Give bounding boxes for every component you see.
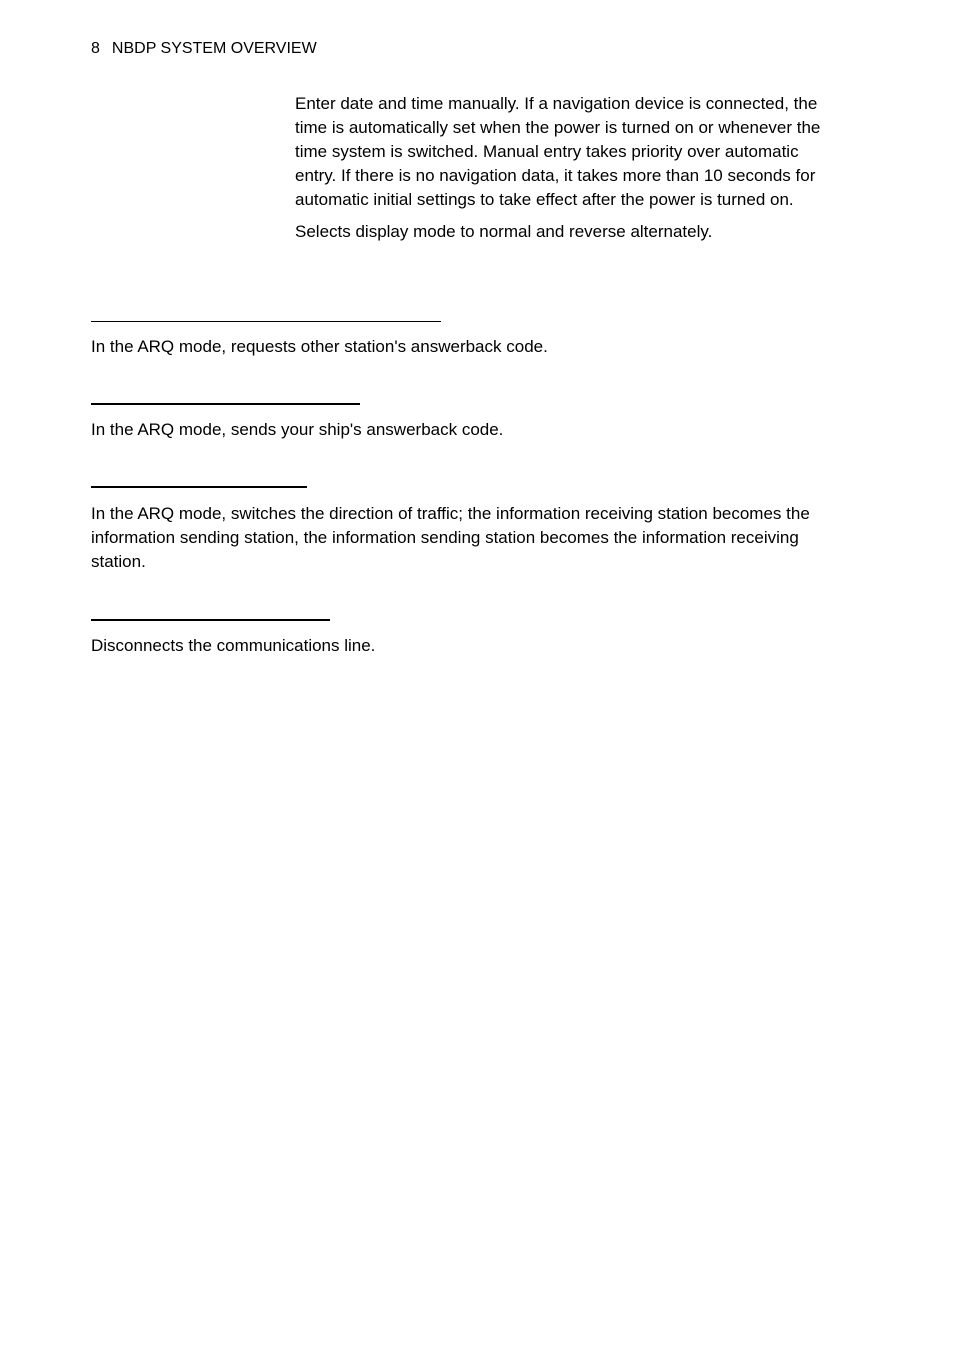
display-mode-paragraph: Selects display mode to normal and reverse alternately. bbox=[295, 222, 713, 241]
section-heading-rule bbox=[91, 321, 441, 322]
section-heading-rule bbox=[91, 619, 330, 621]
page-header bbox=[91, 39, 317, 59]
page-number: 8 bbox=[91, 40, 100, 57]
section-description: In the ARQ mode, switches the direction of traffic; the information receiving station becomes the information sending station, the information sending station becomes the information receiving station. bbox=[91, 504, 810, 571]
section-description: In the ARQ mode, sends your ship's answerback code. bbox=[91, 420, 504, 439]
section-disconnect bbox=[91, 619, 843, 658]
section-send-answerback bbox=[91, 403, 843, 442]
section-heading-rule bbox=[91, 403, 360, 405]
section-change-direction bbox=[91, 486, 843, 574]
section-heading-rule bbox=[91, 486, 307, 488]
date-time-paragraph: Enter date and time manually. If a navigation device is connected, the time is automatically set when the power is turned on or whenever the time system is switched. Manual entry takes priority over automatic entry. If there is no navigation data, it takes more than 10 seconds for automatic initial settings to take effect after the power is turned on. bbox=[295, 94, 821, 209]
section-request-answerback bbox=[91, 321, 843, 359]
section-description: Disconnects the communications line. bbox=[91, 636, 376, 655]
section-description: In the ARQ mode, requests other station's answerback code. bbox=[91, 337, 548, 356]
date-time-description-block bbox=[295, 92, 840, 252]
section-title: NBDP SYSTEM OVERVIEW bbox=[111, 40, 317, 57]
